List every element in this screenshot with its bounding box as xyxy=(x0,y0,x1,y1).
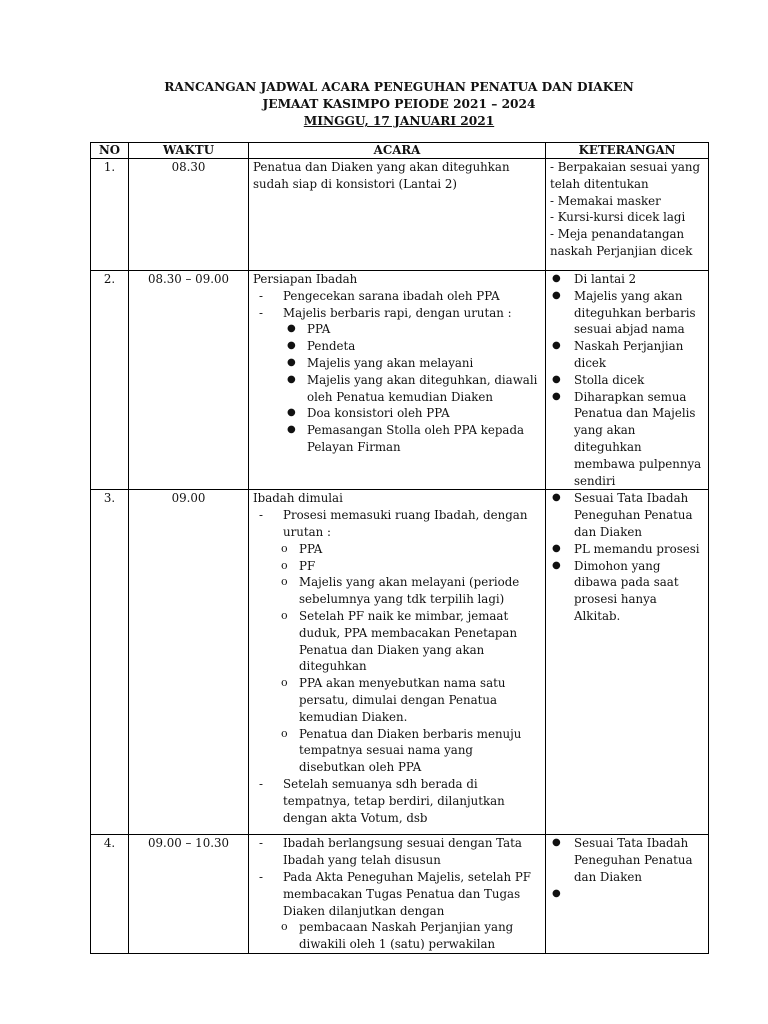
title-line-3: MINGGU, 17 JANUARI 2021 xyxy=(303,114,495,128)
cell-keterangan xyxy=(546,271,709,490)
table-row xyxy=(91,835,709,954)
keterangan-line: - Kursi-kursi dicek lagi xyxy=(550,210,686,225)
title-line-1: RANCANGAN JADWAL ACARA PENEGUHAN PENATUA DAN DIAKEN xyxy=(164,80,634,94)
list-item: - Ibadah berlangsung sesuai dengan Tata Ibadah yang telah disusun xyxy=(259,836,522,868)
bullet-icon: ● xyxy=(287,424,296,436)
acara-sublist xyxy=(253,541,541,776)
column-header-waktu: WAKTU xyxy=(129,143,249,159)
column-header-keterangan: KETERANGAN xyxy=(546,143,709,159)
keterangan-list xyxy=(550,271,704,489)
acara-text: Penatua dan Diaken yang akan diteguhkan sudah siap di konsistori (Lantai 2) xyxy=(253,160,510,191)
dash-marker: - xyxy=(259,836,263,851)
acara-list xyxy=(253,835,541,919)
list-item: o pembacaan Naskah Perjanjian yang diwakili oleh 1 (satu) perwakilan xyxy=(281,920,514,952)
circle-bullet-icon: o xyxy=(281,541,288,555)
list-item: ● PL memandu prosesi xyxy=(552,541,700,556)
list-item: ● Doa konsistori oleh PPA xyxy=(287,406,450,421)
bullet-icon: ● xyxy=(552,390,561,402)
schedule-table xyxy=(90,142,709,954)
list-item: - Prosesi memasuki ruang Ibadah, dengan urutan : xyxy=(259,508,528,539)
cell-no: 1. xyxy=(91,159,129,271)
keterangan-list xyxy=(550,490,704,624)
bullet-icon: ● xyxy=(552,559,561,571)
list-item: o PPA akan menyebutkan nama satu persatu, dimulai dengan Penatua kemudian Diaken. xyxy=(281,676,506,724)
list-item: ● Stolla dicek xyxy=(552,372,645,387)
bullet-icon: ● xyxy=(552,340,561,352)
acara-list xyxy=(253,507,541,541)
list-item: ● Majelis yang akan diteguhkan, diawali oleh Penatua kemudian Diaken xyxy=(287,372,538,404)
acara-title: Ibadah dimulai xyxy=(253,491,343,506)
column-header-no: NO xyxy=(91,143,129,159)
table-row xyxy=(91,159,709,271)
bullet-icon: ● xyxy=(552,289,561,301)
list-item: ● Di lantai 2 xyxy=(552,272,637,286)
list-item: o PF xyxy=(281,558,316,573)
list-item: - Pada Akta Peneguhan Majelis, setelah PF membacakan Tugas Penatua dan Tugas Diaken dilanjutkan dengan xyxy=(259,869,531,918)
list-item: - Pengecekan sarana ibadah oleh PPA xyxy=(259,288,500,303)
cell-keterangan xyxy=(546,490,709,835)
keterangan-line: - Memakai masker xyxy=(550,193,661,208)
list-item: ● Majelis yang akan melayani xyxy=(287,355,474,370)
cell-no: 2. xyxy=(91,271,129,490)
bullet-icon: ● xyxy=(287,323,296,335)
acara-list xyxy=(253,776,541,826)
list-item: ● Naskah Perjanjian dicek xyxy=(552,339,684,370)
list-item: ● Dimohon yang dibawa pada saat prosesi hanya Alkitab. xyxy=(552,558,679,623)
list-item: ● Sesuai Tata Ibadah Peneguhan Penatua dan Diaken xyxy=(552,836,693,884)
cell-acara xyxy=(249,835,546,954)
keterangan-line: - Meja penandatangan naskah Perjanjian dicek xyxy=(550,227,693,258)
cell-waktu: 09.00 xyxy=(129,490,249,835)
document-header xyxy=(90,79,708,130)
list-item: ● Sesuai Tata Ibadah Peneguhan Penatua dan Diaken xyxy=(552,491,693,539)
cell-acara xyxy=(249,490,546,835)
list-item: ● Diharapkan semua Penatua dan Majelis yang akan diteguhkan membawa pulpennya sendiri xyxy=(552,389,702,488)
cell-acara xyxy=(249,271,546,490)
list-item: - Setelah semuanya sdh berada di tempatnya, tetap berdiri, dilanjutkan dengan akta Votum, dsb xyxy=(259,776,505,825)
title-line-2: JEMAAT KASIMPO PEIODE 2021 – 2024 xyxy=(262,97,536,111)
keterangan-list xyxy=(550,835,704,902)
list-item: o PPA xyxy=(281,541,323,556)
circle-bullet-icon: o xyxy=(281,920,288,934)
column-header-acara: ACARA xyxy=(249,143,546,159)
list-item: - Majelis berbaris rapi, dengan urutan : xyxy=(259,305,512,320)
bullet-icon: ● xyxy=(552,273,561,284)
acara-title: Persiapan Ibadah xyxy=(253,272,358,286)
cell-waktu: 09.00 – 10.30 xyxy=(129,835,249,954)
circle-bullet-icon: o xyxy=(281,676,288,690)
table-row xyxy=(91,271,709,490)
circle-bullet-icon: o xyxy=(281,558,288,572)
dash-marker: - xyxy=(259,869,263,884)
list-item: ● Pendeta xyxy=(287,339,356,354)
list-item xyxy=(550,886,704,903)
circle-bullet-icon: o xyxy=(281,608,288,622)
dash-marker: - xyxy=(259,305,263,320)
cell-keterangan xyxy=(546,835,709,954)
bullet-icon: ● xyxy=(552,373,561,385)
bullet-icon: ● xyxy=(287,356,296,368)
dash-marker: - xyxy=(259,508,263,523)
bullet-icon: ● xyxy=(287,373,296,385)
list-item: ● Pemasangan Stolla oleh PPA kepada Pelayan Firman xyxy=(287,423,525,454)
cell-no: 3. xyxy=(91,490,129,835)
acara-list xyxy=(253,288,541,322)
bullet-icon: ● xyxy=(552,887,561,899)
circle-bullet-icon: o xyxy=(281,575,288,589)
dash-marker: - xyxy=(259,288,263,303)
table-header-row xyxy=(91,143,709,159)
cell-waktu: 08.30 – 09.00 xyxy=(129,271,249,490)
bullet-icon: ● xyxy=(287,407,296,419)
bullet-icon: ● xyxy=(552,542,561,554)
bullet-icon: ● xyxy=(552,837,561,849)
list-item: o Penatua dan Diaken berbaris menuju tempatnya sesuai nama yang disebutkan oleh PPA xyxy=(281,726,522,775)
cell-waktu: 08.30 xyxy=(129,159,249,271)
bullet-icon: ● xyxy=(287,340,296,352)
list-item: o Majelis yang akan melayani (periode sebelumnya yang tdk terpilih lagi) xyxy=(281,575,520,607)
cell-acara xyxy=(249,159,546,271)
bullet-icon: ● xyxy=(552,492,561,504)
cell-keterangan xyxy=(546,159,709,271)
list-item: o Setelah PF naik ke mimbar, jemaat duduk, PPA membacakan Penetapan Penatua dan Diaken yang akan diteguhkan xyxy=(281,608,518,674)
dash-marker: - xyxy=(259,776,263,791)
list-item: ● PPA xyxy=(287,322,331,337)
cell-no: 4. xyxy=(91,835,129,954)
table-row xyxy=(91,490,709,835)
keterangan-line: - Berpakaian sesuai yang telah ditentukan xyxy=(550,160,701,191)
acara-sublist xyxy=(253,321,541,455)
acara-sublist xyxy=(253,919,541,953)
list-item: ● Majelis yang akan diteguhkan berbaris sesuai abjad nama xyxy=(552,288,696,337)
circle-bullet-icon: o xyxy=(281,726,288,740)
